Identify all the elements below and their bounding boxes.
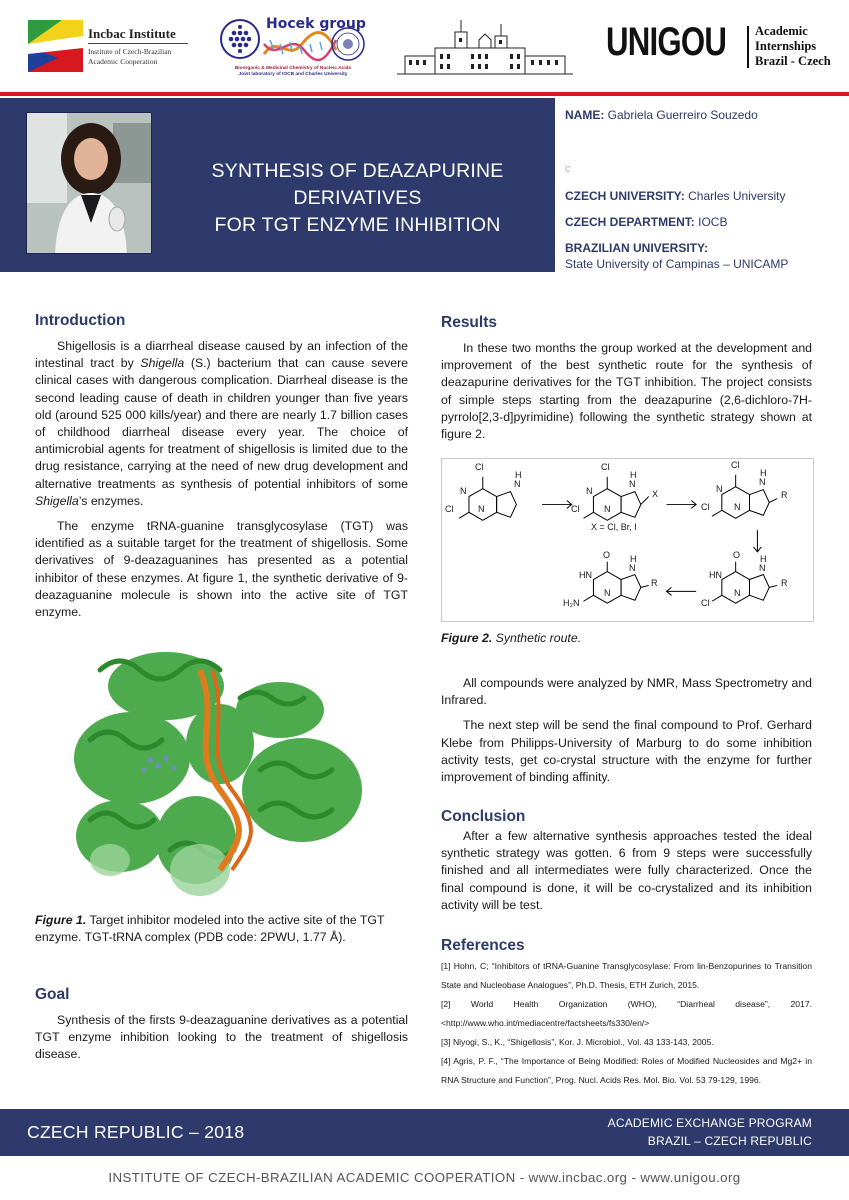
unigou-tag-line-1: Academic — [755, 24, 808, 38]
scheme-o-4: O — [733, 550, 741, 560]
scheme-h-5: H — [630, 554, 637, 564]
figure-1-label: Figure 1. — [35, 913, 87, 927]
introduction-paragraph-2: The enzyme tRNA-guanine transglycosylase (TGT) was identified as a suitable target for the treatment of shigellosis. Some derivatives of 9-deazaguanines has presented as a potential inhibitor of these enzymes. At figure 1, the synthetic derivative of 9-deazaguanine molecule is shown into the active site of TGT enzyme. — [35, 519, 408, 620]
prague-castle-icon — [395, 14, 575, 78]
scheme-r-5: R — [651, 578, 658, 588]
scheme-n-2: N — [629, 479, 636, 489]
hocek-caption — [218, 66, 368, 78]
student-portrait-icon — [27, 113, 152, 254]
figure-2-caption-text: Synthetic route. — [492, 631, 582, 645]
scheme-r-4: R — [781, 578, 788, 588]
scheme-n-3c: N — [734, 502, 741, 512]
unigou-tagline — [755, 24, 831, 69]
scheme-n-5c: N — [604, 588, 611, 598]
student-photo — [26, 112, 152, 254]
intro-p1-italic: Shigella — [140, 356, 185, 371]
scheme-hn-5: HN — [579, 570, 592, 580]
intro-p1-b: (S.) bacterium that can cause severe clinical cases with dangerous complication. Diarrheal disease is the second leading cause of death in children younger than five years old (around 525 000 kills/year) and there are nearly 1.7 billion cases of childhood diarrheal disease every year. The choice of antimicrobial agents for treatment of shigellosis is limited due to the drug resistance, carrying at the need of new drug development and alternative treatments as synthesis of potential inhibitors of some — [35, 356, 409, 491]
scheme-labels — [441, 458, 814, 622]
scheme-cl-1b: Cl — [445, 504, 454, 514]
scheme-o-5: O — [603, 550, 611, 560]
footer-program — [560, 1114, 812, 1150]
scheme-n-4: N — [759, 563, 766, 573]
reference-item: [4] Agris, P. F., “The Importance of Being Modified: Roles of Modified Nucleosides and Mg2+ in RNA Structure and Function”, Prog. Nucl. Acids Res. Mol. Bio. Vol. 53 79-129, 1996. — [441, 1056, 812, 1085]
results-continued — [441, 675, 812, 786]
figure-1-caption-text: Target inhibitor modeled into the active site of the TGT enzyme. TGT-tRNA complex (PDB code: 2PWU, 1.77 Å). — [35, 913, 385, 944]
intro-p1-c: ’s enzymes. — [78, 493, 144, 508]
czech-university-label: CZECH UNIVERSITY: — [565, 189, 685, 203]
reference-item: [3] Niyogi, S., K., “Shigellosis”, Kor. J. Microbiol., Vol. 43 133-143, 2005. — [441, 1037, 714, 1047]
right-column — [441, 312, 812, 443]
czech-department-value: IOCB — [698, 215, 728, 229]
unigou-divider — [747, 26, 749, 68]
results-heading: Results — [441, 314, 497, 331]
scheme-n-1c: N — [478, 504, 485, 514]
figure-2-caption — [441, 630, 812, 647]
unigou-tag-line-3: Brazil - Czech — [755, 54, 831, 68]
hocek-title: Hocek group — [266, 16, 366, 32]
student-name — [565, 108, 758, 122]
results-paragraph-2: All compounds were analyzed by NMR, Mass Spectrometry and Infrared. — [441, 676, 812, 708]
results-paragraph-3: The next step will be send the final compound to Prof. Gerhard Klebe from Philipps-University of Marburg to do some inhibition activity tests, get co-crystal structure with the enzyme for further improvement of binding affinity. — [441, 718, 812, 785]
czech-brazil-flag-icon — [28, 20, 83, 72]
czech-university-value: Charles University — [688, 189, 786, 203]
scheme-n-3b: N — [716, 484, 723, 494]
reference-item: [2] World Health Organization (WHO), “Diarrheal disease”, 2017. <http://www.who.int/mediacentre/factsheets/fs330/en/> — [441, 999, 812, 1028]
name-label: NAME: — [565, 108, 605, 122]
scheme-n-2c: N — [604, 504, 611, 514]
conclusion-section — [441, 808, 812, 914]
czech-university — [565, 188, 786, 204]
footer-program-line-1: ACADEMIC EXCHANGE PROGRAM — [607, 1116, 812, 1130]
figure-1-caption — [35, 912, 408, 946]
unigou-wordmark: UNIGOU — [606, 20, 727, 64]
scheme-x: X — [652, 489, 659, 499]
brazilian-university-label: BRAZILIAN UNIVERSITY: — [565, 241, 709, 255]
name-value: Gabriela Guerreiro Souzedo — [607, 108, 758, 122]
incbac-logo — [28, 20, 188, 72]
scheme-h2n-5: H₂N — [563, 598, 580, 608]
scheme-cl-4b: Cl — [701, 598, 710, 608]
goal-heading: Goal — [35, 986, 70, 1003]
introduction-heading: Introduction — [35, 312, 126, 329]
scheme-n-4c: N — [734, 588, 741, 598]
scheme-cl-2b: Cl — [571, 504, 580, 514]
czech-department — [565, 214, 727, 230]
footer-country-year: CZECH REPUBLIC – 2018 — [27, 1122, 245, 1142]
figure-2-label: Figure 2. — [441, 631, 493, 645]
hocek-caption-line-2: Joint laboratory of IOCB and Charles University — [238, 72, 348, 77]
introduction-paragraph-1 — [35, 338, 408, 510]
conclusion-text: After a few alternative synthesis approaches tested the ideal synthetic strategy was gotten. 6 from 9 steps were successfully finished and all intermediates were fully characterized. Once the final compound is done, it will be co-crystalized and its inhibition activity will be test. — [441, 829, 812, 912]
faint-mark: c — [565, 163, 571, 175]
conclusion-heading: Conclusion — [441, 808, 526, 825]
goal-section — [35, 986, 408, 1064]
header-red-rule — [0, 92, 849, 96]
scheme-cl-3b: Cl — [701, 502, 710, 512]
unigou-logo — [606, 20, 836, 70]
scheme-cl-2: Cl — [601, 462, 610, 472]
references-section — [441, 937, 812, 1090]
scheme-h-1: H — [515, 470, 522, 480]
intro-p1-italic-2: Shigella — [35, 493, 79, 508]
tgt-trna-protein-figure — [70, 640, 370, 905]
goal-text: Synthesis of the firsts 9-deazaguanine derivatives as a potential TGT enzyme inhibition looking to the treatment of shigellosis disease. — [35, 1013, 408, 1062]
poster-title-line-2: FOR TGT ENZYME INHIBITION — [214, 214, 501, 236]
scheme-n-2b: N — [586, 486, 593, 496]
scheme-hn-4: HN — [709, 570, 722, 580]
scheme-n-5: N — [629, 563, 636, 573]
brazilian-university-value: State University of Campinas – UNICAMP — [565, 257, 789, 271]
scheme-n-1b: N — [460, 486, 467, 496]
scheme-h-2: H — [630, 470, 637, 480]
scheme-n-1: N — [514, 479, 521, 489]
incbac-title: Incbac Institute — [88, 26, 176, 41]
brazilian-university — [565, 240, 788, 272]
unigou-tag-line-2: Internships — [755, 39, 817, 53]
scheme-x-note: X = Cl, Br, I — [591, 522, 637, 532]
scheme-h-3: H — [760, 468, 767, 478]
incbac-subtitle: Institute of Czech-Brazilian Academic Cooperation — [88, 47, 172, 66]
intro-p1-a: Shigellosis is a diarrheal disease caused by an infection of the intestinal tract by — [35, 339, 408, 371]
scheme-r-3: R — [781, 490, 788, 500]
hocek-caption-line-1: Bioorganic & Medicinal Chemistry of Nucleic Acids — [234, 66, 352, 71]
footer-program-line-2: BRAZIL – CZECH REPUBLIC — [647, 1134, 812, 1148]
scheme-cl-1: Cl — [475, 462, 484, 472]
scheme-cl-3: Cl — [731, 460, 740, 470]
reference-item: [1] Hohn, C; “Inhibitors of tRNA-Guanine Transglycosylase: From lin-Benzopurines to Transition State and Nucleobase Analogues”, Ph.D. Thesis, ETH Zurich, 2015. — [441, 961, 812, 990]
czech-department-label: CZECH DEPARTMENT: — [565, 215, 695, 229]
references-heading: References — [441, 937, 525, 954]
scheme-n-3: N — [759, 477, 766, 487]
poster-title-line-1: SYNTHESIS OF DEAZAPURINE DERIVATIVES — [211, 160, 504, 209]
hocek-group-logo — [218, 14, 368, 80]
poster-title — [160, 158, 555, 239]
left-column — [35, 312, 408, 621]
footer-institute-links: INSTITUTE OF CZECH-BRAZILIAN ACADEMIC COOPERATION - www.incbac.org - www.unigou.org — [108, 1170, 741, 1185]
scheme-h-4: H — [760, 554, 767, 564]
results-paragraph-1: In these two months the group worked at the development and improvement of the best synthetic route for the synthesis of deazapurine derivatives for the TGT inhibition. The project consists of simple steps starting from the deazapurine (2,6-dichloro-7H-pyrrolo[2,3-d]pyrimidine) following the synthetic strategy shown at figure 2. — [441, 341, 812, 442]
incbac-rule — [88, 43, 188, 44]
logo-bar — [0, 0, 849, 92]
